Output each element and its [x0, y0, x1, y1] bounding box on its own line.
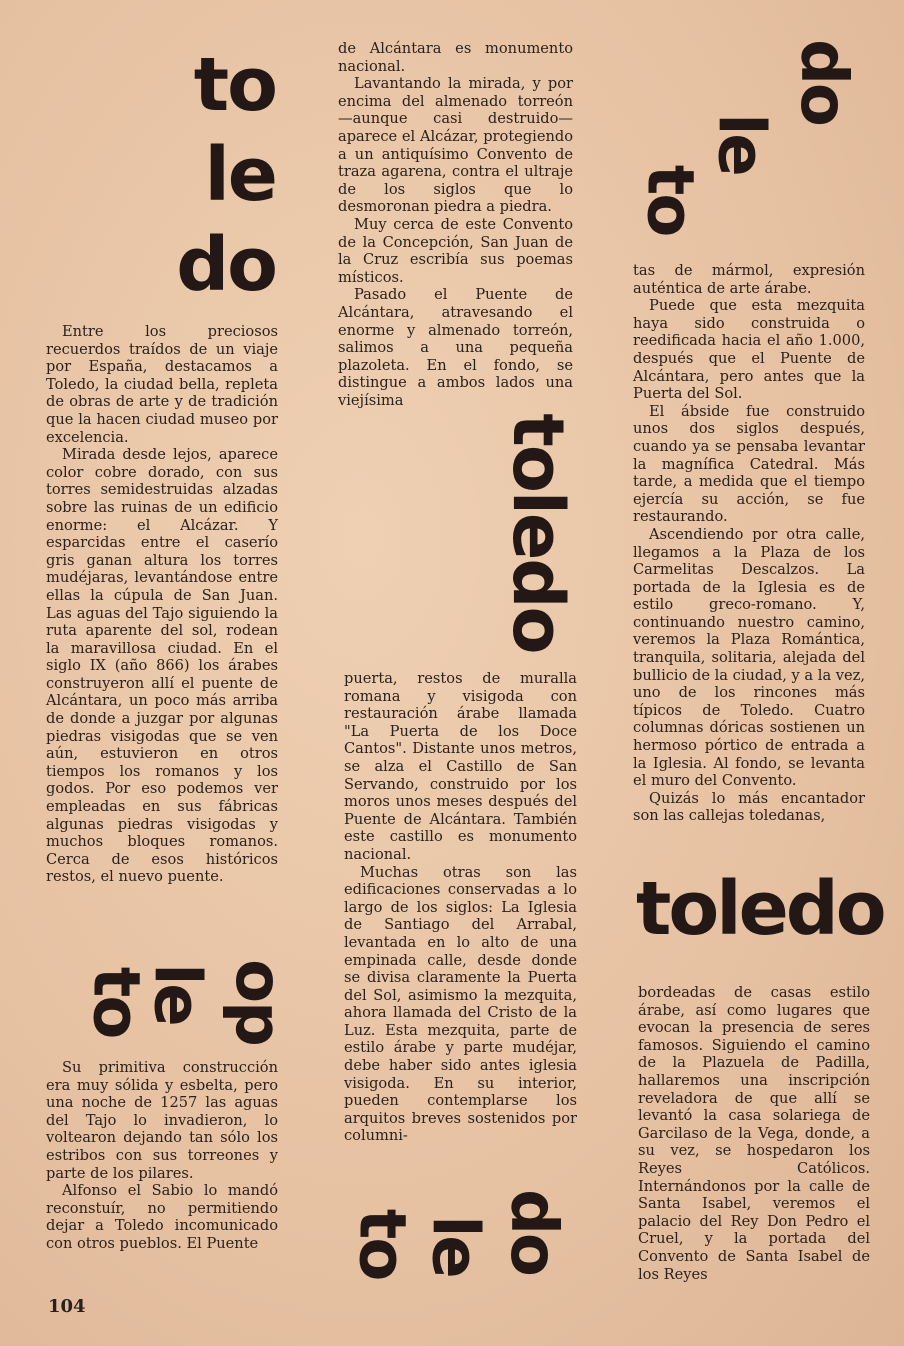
heading-vertical-center: toledo: [497, 413, 579, 653]
paragraph: Muchas otras son las edificaciones conservadas a lo largo de los siglos: La Iglesia de Santiago del Arrabal, levantada en lo alto de una empinada calle, desde donde se divisa claramente la Puerta del Sol, asimismo la mezquita, ahora llamada del Cristo de la Luz. Esta mezquita, parte de estilo árabe y parte mudéjar, debe haber sido antes iglesia visigoda. En su interior, pueden contemplarse los arquitos breves sostenidos por columni-: [344, 863, 577, 1145]
paragraph: Puede que esta mezquita haya sido construida o reedificada hacia el año 1.000, después que el Puente de Alcántara, pero antes que la Puerta del Sol.: [633, 297, 865, 403]
heading-syllable: le: [703, 113, 778, 175]
heading-right-big: toledo: [636, 866, 884, 952]
paragraph: Alfonso el Sabio lo mandó reconstuír, no permitiendo dejar a Toledo incomunicado con otros pueblos. El Puente: [46, 1182, 278, 1252]
paragraph: Su primitiva construcción era muy sólida y esbelta, pero una noche de 1257 las aguas del Tajo lo invadieron, lo voltearon dejando tan sólo los estribos con sus torreones y parte de los pilares.: [46, 1059, 278, 1182]
column-1-bottom: [46, 1059, 278, 1253]
column-3-top: [633, 262, 865, 825]
heading-syllable: to: [78, 966, 153, 1038]
heading-top-right: [630, 30, 870, 245]
paragraph: Quizás lo más encantador son las callejas toledanas,: [633, 789, 865, 825]
paragraph: El ábside fue construido unos dos siglos después, cuando ya se pensaba levantar la magnífica Catedral. Más tarde, a medida que el tiempo ejercía su acción, se fue restaurando.: [633, 402, 865, 526]
heading-syllable: do: [176, 222, 276, 308]
heading-syllable: le: [417, 1215, 492, 1277]
paragraph: puerta, restos de muralla romana y visigoda con restauración árabe llamada "La Puerta de los Doce Cantos". Distante unos metros, se alza el Castillo de San Servando, construido por los moros unos meses después del Puente de Alcántara. También este castillo es monumento nacional.: [344, 670, 577, 863]
column-2-bottom: [344, 670, 577, 1145]
heading-syllable: le: [139, 963, 214, 1025]
heading-syllable: le: [204, 132, 276, 218]
heading-mid-left: [40, 930, 288, 1047]
heading-syllable: to: [632, 164, 707, 236]
paragraph: Ascendiendo por otra calle, llegamos a la Plaza de los Carmelitas Descalzos. La portada de la Iglesia es de estilo greco-romano. Y, continuando nuestro camino, veremos la Plaza Romántica, tranquila, solitaria, alejada del bullicio de la ciudad, y a la vez, uno de los rincones más típicos de Toledo. Cuatro columnas dóricas sostienen un hermoso pórtico de entrada a la Iglesia. Al fondo, se levanta el muro del Convento.: [633, 525, 865, 790]
paragraph: de Alcántara es monumento nacional.: [338, 40, 573, 75]
column-1-top: [46, 323, 278, 886]
column-3-bottom: [638, 984, 870, 1283]
heading-syllable: do: [495, 1189, 570, 1275]
paragraph: tas de mármol, expresión auténtica de arte árabe.: [633, 262, 865, 297]
heading-syllable: do: [213, 961, 288, 1047]
paragraph: Mirada desde lejos, aparece color cobre dorado, con sus torres semidestruidas alzadas sobre las ruinas de un edificio enorme: el Alcázar. Y esparcidas entre el caserío gris ganan altura los torres mudéjaras, levantándose entre ellas la cúpula de San Juan. Las aguas del Tajo siguiendo la ruta aparente del sol, rodean la maravillosa ciudad. En el siglo IX (año 866) los árabes construyeron allí el puente de Alcántara, un poco más arriba de donde a juzgar por algunas piedras visigodas que se ven aún, estuvieron en otros tiempos los romanos y los godos. Por eso podemos ver empleadas en sus fábricas algunas piedras visigodas y muchos bloques romanos. Cerca de esos históricos restos, el nuevo puente.: [46, 446, 278, 886]
paragraph: Muy cerca de este Convento de la Concepción, San Juan de la Cruz escribía sus poemas místicos.: [338, 215, 573, 286]
heading-stack-top-left: [150, 40, 276, 310]
paragraph: Lavantando la mirada, y por encima del almenado torreón —aunque casi destruido— aparece el Alcázar, protegiendo a un antiquísimo Convento de traza agarena, contra el ultraje de los siglos que lo desmoronan piedra a piedra.: [338, 75, 573, 216]
heading-syllable: to: [193, 42, 276, 128]
page-number: 104: [48, 1296, 86, 1317]
heading-syllable: to: [344, 1208, 419, 1280]
paragraph: Entre los preciosos recuerdos traídos de un viaje por España, destacamos a Toledo, la ciudad bella, repleta de obras de arte y de tradición que la hacen ciudad museo por excelencia.: [46, 323, 278, 446]
column-2-top: [338, 40, 573, 409]
paragraph: Pasado el Puente de Alcántara, atravesando el enorme y almenado torreón, salimos a una pequeña plazoleta. En el fondo, se distingue a ambos lados una viejísima: [338, 286, 573, 409]
paragraph: bordeadas de casas estilo árabe, así como lugares que evocan la presencia de seres famosos. Siguiendo el camino de la Plazuela de Padilla, hallaremos una inscripción reveladora de que allí se levantó la casa solariega de Garcilaso de la Vega, donde, a su vez, se hospedaron los Reyes Católicos. Internándonos por la calle de Santa Isabel, veremos el palacio del Rey Don Pedro el Cruel, y la portada del Convento de Santa Isabel de los Reyes: [638, 984, 870, 1283]
heading-syllable: do: [785, 39, 860, 125]
heading-bottom-center: [340, 1170, 590, 1280]
